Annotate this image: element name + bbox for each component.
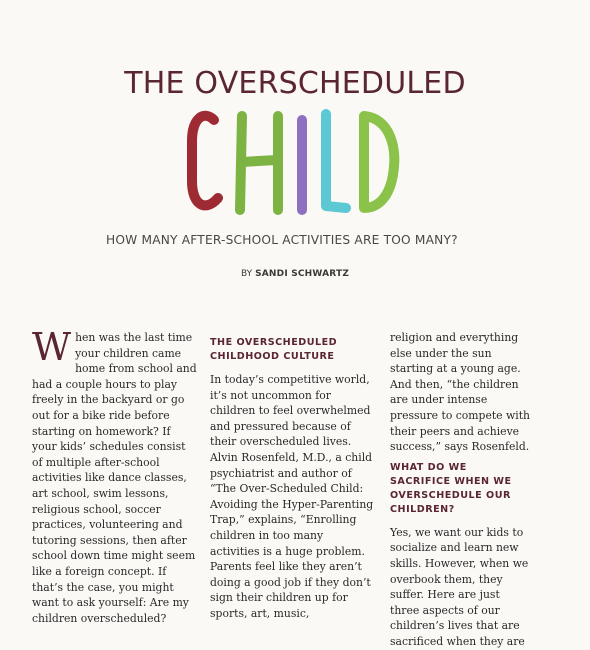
letter-d bbox=[364, 116, 394, 208]
letter-l bbox=[326, 114, 346, 208]
byline-prefix: BY bbox=[241, 269, 253, 279]
title-word-child bbox=[184, 96, 404, 226]
culture-paragraph: In today’s competitive world, it’s not uncommon for children to feel overwhelmed and pressured because of their overscheduled lives. Alvin Rosenfeld, M.D., a child psychiatrist and author of “The Over-Scheduled Child: Avoiding the Hyper-Parenting Trap,” explains, “Enrolling children in too many activities is a huge problem. Parents feel like they aren’t doing a good job if they don’t sign their children up for sports, art, music, bbox=[210, 373, 374, 620]
sacrifice-paragraph: Yes, we want our kids to socialize and learn new skills. However, when we overbook them, they suffer. Here are just three aspects of our children’s lives that are sacrificed when they are bbox=[390, 525, 529, 648]
subtitle: HOW MANY AFTER-SCHOOL ACTIVITIES ARE TOO MANY? bbox=[106, 233, 458, 247]
column3-top-paragraph: religion and everything else under the sun starting at a young age. And then, “the children are under intense pressure to compete with their peers and achieve success,” says Rosenfeld. bbox=[390, 331, 530, 454]
section-heading-culture: THE OVERSCHEDULED CHILDHOOD CULTURE bbox=[210, 337, 338, 362]
byline bbox=[241, 269, 349, 279]
letter-h bbox=[240, 116, 278, 210]
child-letters-art bbox=[184, 96, 404, 226]
section-heading-sacrifice: WHAT DO WE SACRIFICE WHEN WE OVERSCHEDULE OUR CHILDREN? bbox=[390, 461, 512, 515]
drop-cap: W bbox=[32, 325, 72, 369]
article-column-1 bbox=[32, 325, 198, 626]
author-name: SANDI SCHWARTZ bbox=[255, 269, 350, 279]
title-top-line: THE OVERSCHEDULED bbox=[124, 66, 466, 101]
intro-text: hen was the last time your children came home from school and had a couple hours to play freely in the backyard or go out for a bike ride before starting on homework? If your kids’ schedules consist of multiple after-school activities like dance classes, art school, swim lessons, religious school, soccer practices, volunteering and tutoring sessions, then after school down time might seem like a foreign concept. If that’s the case, you might want to ask yourself: Are my children overscheduled? bbox=[32, 331, 197, 625]
intro-paragraph bbox=[32, 325, 198, 626]
letter-c bbox=[192, 116, 218, 206]
article-column-3 bbox=[390, 330, 530, 650]
article-column-2 bbox=[210, 330, 376, 622]
